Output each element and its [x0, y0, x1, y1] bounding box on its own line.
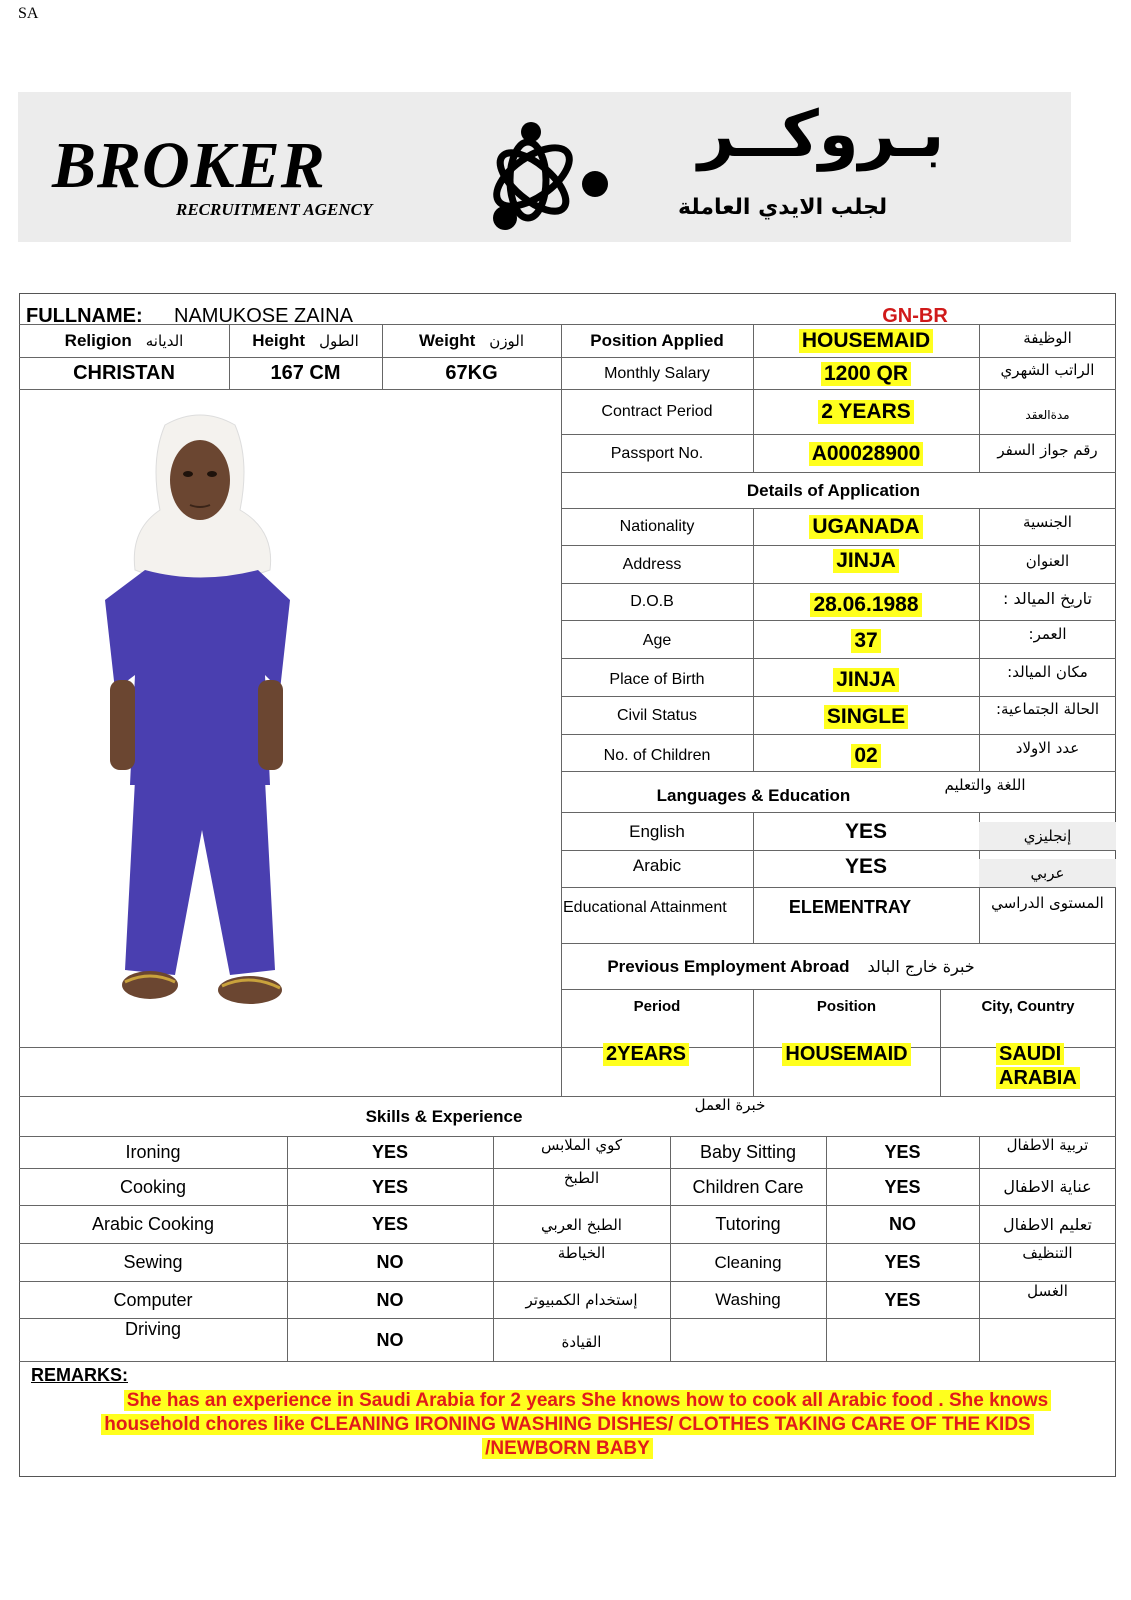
corner-code: SA [18, 5, 39, 22]
skill-cooking-arabic: الطبخ [563, 1169, 600, 1187]
skill-baby-sitting-arabic: تربية الاطفال [1006, 1136, 1089, 1154]
address-label: Address [622, 555, 682, 573]
position-applied-arabic: الوظيفة [1023, 329, 1072, 347]
skill-computer-arabic: إستخدام الكمبيوتر [525, 1291, 638, 1309]
arabic-value: YES [844, 855, 888, 878]
english-value: YES [844, 819, 888, 843]
children-value: 02 [753, 735, 979, 777]
skill-sewing-arabic: الخياطة [557, 1244, 606, 1262]
skill-sewing-value: NO [376, 1252, 404, 1272]
skill-cooking-label: Cooking [119, 1176, 187, 1197]
skill-tutoring-arabic: تعليم الاطفال [1003, 1215, 1092, 1234]
agency-logo-icon [473, 122, 623, 237]
dob-value: 28.06.1988 [753, 584, 979, 626]
age-label: Age [642, 632, 672, 649]
skill-cleaning-arabic: التنظيف [1022, 1244, 1073, 1262]
skill-ironing-value: YES [371, 1142, 409, 1162]
skills-title: Skills & Experience [365, 1106, 523, 1126]
education-label: Educational Attainment [563, 899, 727, 916]
employment-title: Previous Employment Abroad خبرة خارج البالد [607, 956, 975, 976]
skills-title-arabic: خبرة العمل [694, 1096, 766, 1114]
brand-tagline-arabic: لجلب الايدي العاملة [678, 195, 888, 220]
reference-code: GN-BR [882, 304, 948, 327]
brand-tagline: RECRUITMENT AGENCY [176, 200, 373, 219]
age-value: 37 [753, 621, 979, 661]
skill-washing-arabic: الغسل [1027, 1282, 1068, 1300]
skill-washing-value: YES [884, 1289, 921, 1310]
languages-title: Languages & Education [656, 786, 851, 805]
applicant-photo [90, 410, 300, 1035]
skill-tutoring-label: Tutoring [715, 1214, 781, 1234]
position-applied-value: HOUSEMAID [753, 325, 979, 357]
skill-children-care-arabic: عناية الاطفال [1003, 1176, 1092, 1196]
monthly-salary-arabic: الراتب الشهري [1000, 361, 1095, 379]
dob-arabic: تاريخ الميالد : [1003, 588, 1092, 608]
skill-computer-label: Computer [113, 1289, 193, 1310]
agency-banner [18, 92, 1071, 242]
monthly-salary-value: 1200 QR [753, 358, 979, 389]
education-value: ELEMENTRAY [788, 896, 912, 917]
nationality-value: UGANADA [753, 509, 979, 545]
skill-washing-label: Washing [715, 1290, 781, 1309]
contract-period-arabic: مدةالعقد [1025, 408, 1070, 422]
passport-arabic: رقم جواز السفر [997, 441, 1098, 459]
address-arabic: العنوان [1025, 552, 1070, 570]
contract-period-label: Contract Period [601, 403, 713, 420]
skill-cleaning-value: YES [884, 1252, 921, 1272]
religion-value: CHRISTAN [73, 362, 175, 384]
children-arabic: عدد الاولاد [1015, 739, 1080, 757]
civil-status-arabic: الحالة الجتماعية: [995, 700, 1100, 718]
skill-driving-label: Driving [124, 1318, 181, 1339]
civil-status-label: Civil Status [616, 706, 698, 724]
nationality-arabic: الجنسية [1023, 513, 1072, 531]
english-arabic: إنجليزي [979, 822, 1116, 850]
skill-driving-value: NO [376, 1329, 404, 1350]
children-label: No. of Children [603, 747, 711, 764]
passport-label: Passport No. [610, 444, 704, 462]
position-applied-label: Position Applied [590, 331, 724, 350]
remarks-text: She has an experience in Saudi Arabia for 2 years She knows how to cook all Arabic food . She knows household chores like CLEANING IRONING WASHING DISHES/ CLOTHES TAKING CARE OF THE KIDS /NEWBORN BABY [30, 1389, 1105, 1461]
age-arabic: العمر: [1028, 625, 1067, 643]
skill-baby-sitting-label: Baby Sitting [699, 1142, 797, 1162]
weight-header: Weight الوزن [418, 331, 525, 350]
skill-baby-sitting-value: YES [884, 1142, 921, 1162]
employment-period-header: Period [633, 997, 681, 1015]
remarks-label: REMARKS: [31, 1365, 128, 1385]
skill-driving-arabic: القيادة [561, 1333, 602, 1351]
employment-position-value: HOUSEMAID [753, 1040, 940, 1068]
nationality-label: Nationality [619, 518, 695, 535]
fullname-value: NAMUKOSE ZAINA [174, 304, 353, 327]
skill-arabic-cooking-value: YES [371, 1214, 409, 1234]
skill-sewing-label: Sewing [123, 1252, 183, 1272]
details-title: Details of Application [746, 480, 921, 500]
skill-cleaning-label: Cleaning [714, 1252, 782, 1272]
employment-position-header: Position [816, 997, 877, 1015]
contract-period-value: 2 YEARS [753, 390, 979, 434]
skill-children-care-value: YES [884, 1176, 921, 1197]
height-value: 167 CM [270, 362, 341, 384]
weight-value: 67KG [445, 362, 498, 384]
employment-period-value: 2YEARS [561, 1040, 731, 1068]
skill-cooking-value: YES [371, 1176, 409, 1197]
dob-label: D.O.B [630, 593, 674, 610]
skill-tutoring-value: NO [889, 1214, 916, 1234]
skill-ironing-label: Ironing [125, 1142, 181, 1162]
address-value: JINJA [753, 546, 979, 576]
place-of-birth-arabic: مكان الميالد: [1007, 663, 1088, 681]
place-of-birth-value: JINJA [753, 659, 979, 701]
skill-ironing-arabic: كوي الملابس [540, 1136, 623, 1154]
passport-value: A00028900 [753, 435, 979, 472]
languages-title-arabic: اللغة والتعليم [944, 776, 1026, 794]
education-arabic: المستوى الدراسي [991, 894, 1104, 912]
english-label: English [629, 821, 685, 841]
employment-city-header: City, Country [981, 997, 1075, 1015]
arabic-label: Arabic [632, 856, 682, 875]
skill-arabic-cooking-label: Arabic Cooking [91, 1214, 215, 1234]
height-header: Height الطول [252, 331, 359, 350]
civil-status-value: SINGLE [753, 697, 979, 736]
skill-children-care-label: Children Care [692, 1176, 804, 1197]
brand-name-arabic: بـروكــر [698, 98, 945, 172]
religion-header: Religion الديانه [64, 331, 184, 350]
employment-city-value: SAUDI ARABIA [996, 1042, 1111, 1090]
place-of-birth-label: Place of Birth [609, 671, 705, 688]
fullname-label: FULLNAME: [26, 304, 143, 327]
monthly-salary-label: Monthly Salary [604, 364, 710, 382]
brand-name: BROKER [52, 129, 326, 202]
skill-computer-value: NO [376, 1289, 404, 1310]
skill-arabic-cooking-arabic: الطبخ العربي [541, 1215, 622, 1234]
arabic-arabic: عربي [979, 859, 1116, 887]
